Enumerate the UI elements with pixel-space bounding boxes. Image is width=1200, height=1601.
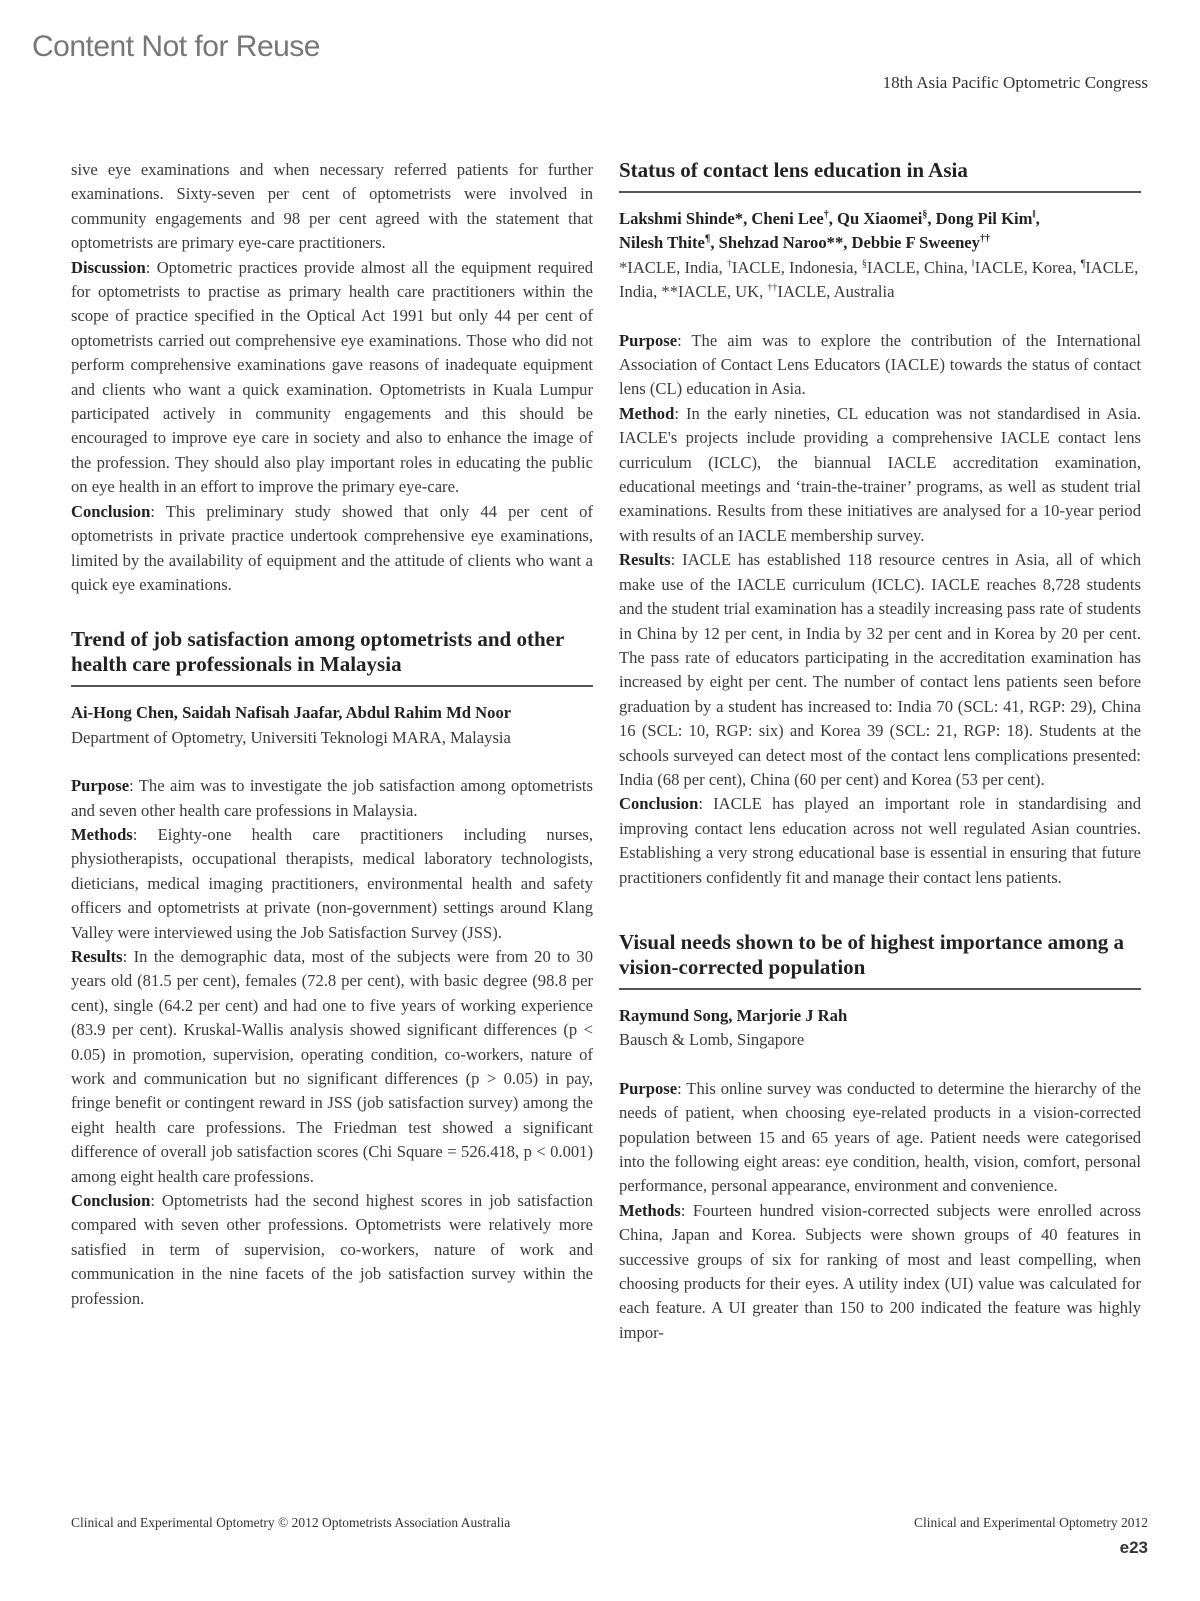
purpose-label: Purpose (71, 776, 130, 796)
conclusion-label: Conclusion (71, 501, 151, 521)
conclusion-paragraph: Conclusion: IACLE has played an important role in standardising and improving contact lens education across not well regulated Asian countries. Establishing a very strong educational base is essential in ensuring that future practitioners confidently fit and manage their contact lens patients. (619, 794, 1141, 887)
results-label: Results (71, 946, 123, 966)
conclusion-label: Conclusion (619, 794, 699, 814)
page-number: e23 (1119, 1538, 1148, 1557)
method-label: Method (619, 403, 675, 423)
purpose-paragraph: Purpose: This online survey was conducted to determine the hierarchy of the needs of patient, when choosing eye-related products in a vision-corrected population between 15 and 65 years of age. Patient needs were categorised into the following eight areas: eye condition, health, vision, comfort, personal performance, personal appearance, environment and convenience. (619, 1078, 1141, 1196)
footer-copyright: Clinical and Experimental Optometry © 2012 Optometrists Association Australia (71, 1515, 511, 1530)
results-paragraph: Results: In the demographic data, most of the subjects were from 20 to 30 years old (81.5 per cent), females (72.8 per cent), with basic degree (98.8 per cent), single (64.2 per cent) and had one to five years of working experience (83.9 per cent). Kruskal-Wallis analysis showed significant differences (p < 0.05) in promotion, supervision, operating condition, co-workers, nature of work and communication but no significant differences (p > 0.05) in pay, fringe benefit or contingent reward in JSS (job satisfaction survey) among the eight health care professions. The Friedman test showed a significant difference of overall job satisfaction scores (Chi Square = 526.418, p < 0.001) among eight health care professions. (71, 946, 593, 1186)
purpose-paragraph: Purpose: The aim was to investigate the job satisfaction among optometrists and seven other health care professions in Malaysia. (71, 776, 593, 820)
right-column (619, 158, 1141, 1345)
affiliation-list: *IACLE, India, †IACLE, Indonesia, §IACLE, China, ‖IACLE, Korea, ¶IACLE, India, **IACLE, UK, ††IACLE, Australia (619, 257, 1139, 302)
affiliation: Department of Optometry, Universiti Teknologi MARA, Malaysia (71, 727, 511, 747)
conclusion-paragraph: Conclusion: Optometrists had the second highest scores in job satisfaction compared with seven other professions. Optometrists were relatively more satisfied in term of supervision, co-workers, nature of work and communication in the nine facets of the job satisfaction survey within the profession. (71, 1191, 593, 1308)
author-list: Lakshmi Shinde*, Cheni Lee†, Qu Xiaomei§, Dong Pil Kim‖, Nilesh Thite¶, Shehzad Naroo**, Debbie F Sweeney†† (619, 209, 1040, 253)
purpose-paragraph: Purpose: The aim was to explore the contribution of the International Association of Contact Lens Educators (IACLE) towards the status of contact lens (CL) education in Asia. (619, 330, 1141, 399)
watermark: Content Not for Reuse (32, 30, 320, 63)
methods-label: Methods (619, 1200, 681, 1220)
abstract-title: Trend of job satisfaction among optometrists and other health care professionals in Malaysia (71, 627, 593, 687)
conclusion-paragraph: Conclusion: This preliminary study showed that only 44 per cent of optometrists in private practice undertook comprehensive eye examinations, limited by the availability of equipment and the attitude of clients who want a quick eye examinations. (71, 501, 593, 594)
abstract-title: Status of contact lens education in Asia (619, 158, 1141, 193)
results-paragraph: Results: IACLE has established 118 resource centres in Asia, all of which make use of the IACLE curriculum (ICLC). IACLE reaches 8,728 students and the student trial examination has a steadily increasing pass rate of students in China by 12 per cent, in India by 32 per cent and in Korea by 20 per cent. The pass rate of educators participating in the accreditation examination has increased by eight per cent. The number of contact lens patients seen before graduation by a student has increased to: India 70 (SCL: 41, RGP: 29), China 16 (SCL: 10, RGP: six) and Korea 39 (SCL: 21, RGP: 18). Students at the schools surveyed can detect most of the contact lens complications presented: India (68 per cent), China (60 per cent) and Korea (53 per cent). (619, 550, 1141, 789)
abstract-title: Visual needs shown to be of highest importance among a vision-corrected population (619, 930, 1141, 990)
left-column (71, 158, 593, 1311)
continuation-paragraph: sive eye examinations and when necessary referred patients for further examinations. Sixty-seven per cent of optometrists were involved in community engagements and 98 per cent agreed with the statement that optometrists are primary eye-care practitioners. (71, 160, 593, 253)
running-head: 18th Asia Pacific Optometric Congress (882, 73, 1148, 92)
author-list: Raymund Song, Marjorie J Rah (619, 1005, 848, 1025)
discussion-paragraph: Discussion: Optometric practices provide almost all the equipment required for optometrists to practise as primary health care practitioners within the scope of practice specified in the Optical Act 1991 but only 44 per cent of optometrists carried out comprehensive eye examinations. Those who did not perform comprehensive examinations gave reasons of inadequate equipment and clients who want a quick examination. Optometrists in Kuala Lumpur participated actively in community engagements and this should be encouraged to improve eye care in society and also to enhance the image of the profession. They should also play important roles in educating the public on eye health in an effort to improve the primary eye-care. (71, 257, 593, 497)
results-label: Results (619, 550, 671, 570)
footer-journal: Clinical and Experimental Optometry 2012 (914, 1515, 1148, 1530)
affiliation: Bausch & Lomb, Singapore (619, 1030, 805, 1050)
method-paragraph: Method: In the early nineties, CL education was not standardised in Asia. IACLE's projects include providing a comprehensive IACLE contact lens curriculum (ICLC), the biannual IACLE accreditation examination, educational meetings and ‘train-the-trainer’ programs, as well as student trial examinations. Results from these initiatives are analysed for a 10-year period with results of an IACLE membership survey. (619, 403, 1141, 545)
conclusion-label: Conclusion (71, 1191, 151, 1211)
purpose-label: Purpose (619, 330, 678, 350)
discussion-label: Discussion (71, 257, 146, 277)
purpose-label: Purpose (619, 1078, 678, 1098)
author-list: Ai-Hong Chen, Saidah Nafisah Jaafar, Abdul Rahim Md Noor (71, 703, 512, 723)
methods-label: Methods (71, 824, 133, 844)
methods-paragraph: Methods: Eighty-one health care practitioners including nurses, physiotherapists, occupational therapists, medical laboratory technologists, dieticians, medical imaging practitioners, environmental health and safety officers and optometrists at private (non-government) settings around Klang Valley were interviewed using the Job Satisfaction Survey (JSS). (71, 824, 593, 942)
methods-paragraph: Methods: Fourteen hundred vision-corrected subjects were enrolled across China, Japan and Korea. Subjects were shown groups of 40 features in successive groups of six for ranking of most and least compelling, when choosing products for their eyes. A utility index (UI) value was calculated for each feature. A UI greater than 150 to 200 indicated the feature was highly impor- (619, 1200, 1141, 1342)
